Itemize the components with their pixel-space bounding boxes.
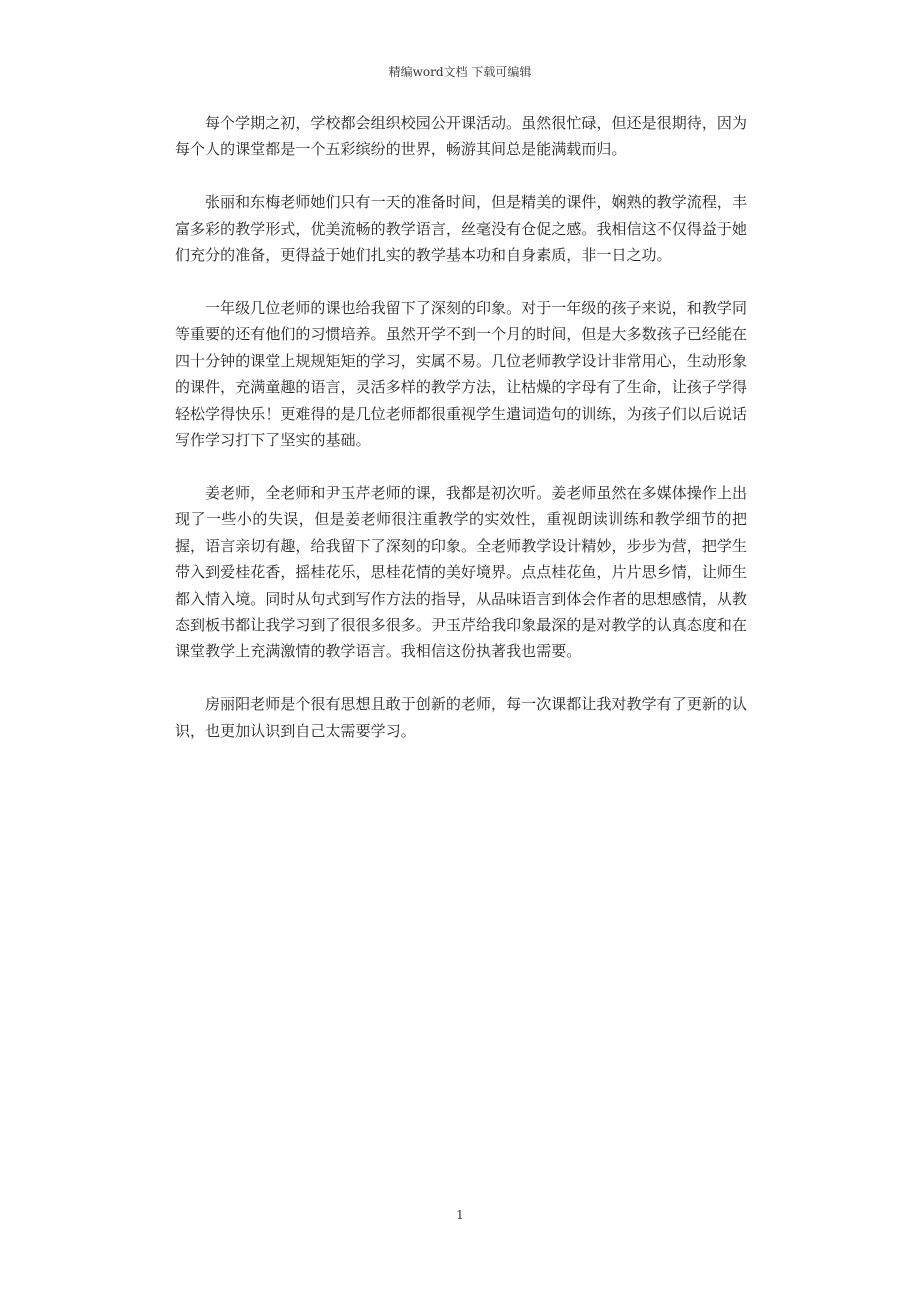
paragraph-2: 张丽和东梅老师她们只有一天的准备时间，但是精美的课件，娴熟的教学流程，丰富多彩的教学形式，优美流畅的教学语言，丝毫没有仓促之感。我相信这不仅得益于她们充分的准备，更得益于她们扎实的教学基本功和自身素质，非一日之功。 [175,193,747,265]
paragraph-3: 一年级几位老师的课也给我留下了深刻的印象。对于一年级的孩子来说，和教学同等重要的还有他们的习惯培养。虽然开学不到一个月的时间，但是大多数孩子已经能在四十分钟的课堂上规规矩矩的学习，实属不易。几位老师教学设计非常用心，生动形象的课件，充满童趣的语言，灵活多样的教学方法，让枯燥的字母有了生命，让孩子学得轻松学得快乐！更难得的是几位老师都很重视学生遣词造句的训练，为孩子们以后说话写作学习打下了坚实的基础。 [175,299,747,450]
paragraph-1: 每个学期之初，学校都会组织校园公开课活动。虽然很忙碌，但还是很期待，因为每个人的课堂都是一个五彩缤纷的世界，畅游其间总是能满载而归。 [175,114,747,159]
document-body [175,110,747,771]
paragraph-5: 房丽阳老师是个很有思想且敢于创新的老师，每一次课都让我对教学有了更新的认识，也更加认识到自己太需要学习。 [175,695,747,740]
page-header: 精编word文档 下载可编辑 [388,65,532,79]
page-number: 1 [456,1208,464,1222]
paragraph-4: 姜老师，全老师和尹玉芹老师的课，我都是初次听。姜老师虽然在多媒体操作上出现了一些小的失误，但是姜老师很注重教学的实效性，重视朗读训练和教学细节的把握，语言亲切有趣，给我留下了深刻的印象。全老师教学设计精妙，步步为营，把学生带入到爱桂花香，摇桂花乐，思桂花情的美好境界。点点桂花鱼，片片思乡情，让师生都入情入境。同时从句式到写作方法的指导，从品味语言到体会作者的思想感情，从教态到板书都让我学习到了很很多很多。尹玉芹给我印象最深的是对教学的认真态度和在课堂教学上充满激情的教学语言。我相信这份执著我也需要。 [175,483,747,661]
